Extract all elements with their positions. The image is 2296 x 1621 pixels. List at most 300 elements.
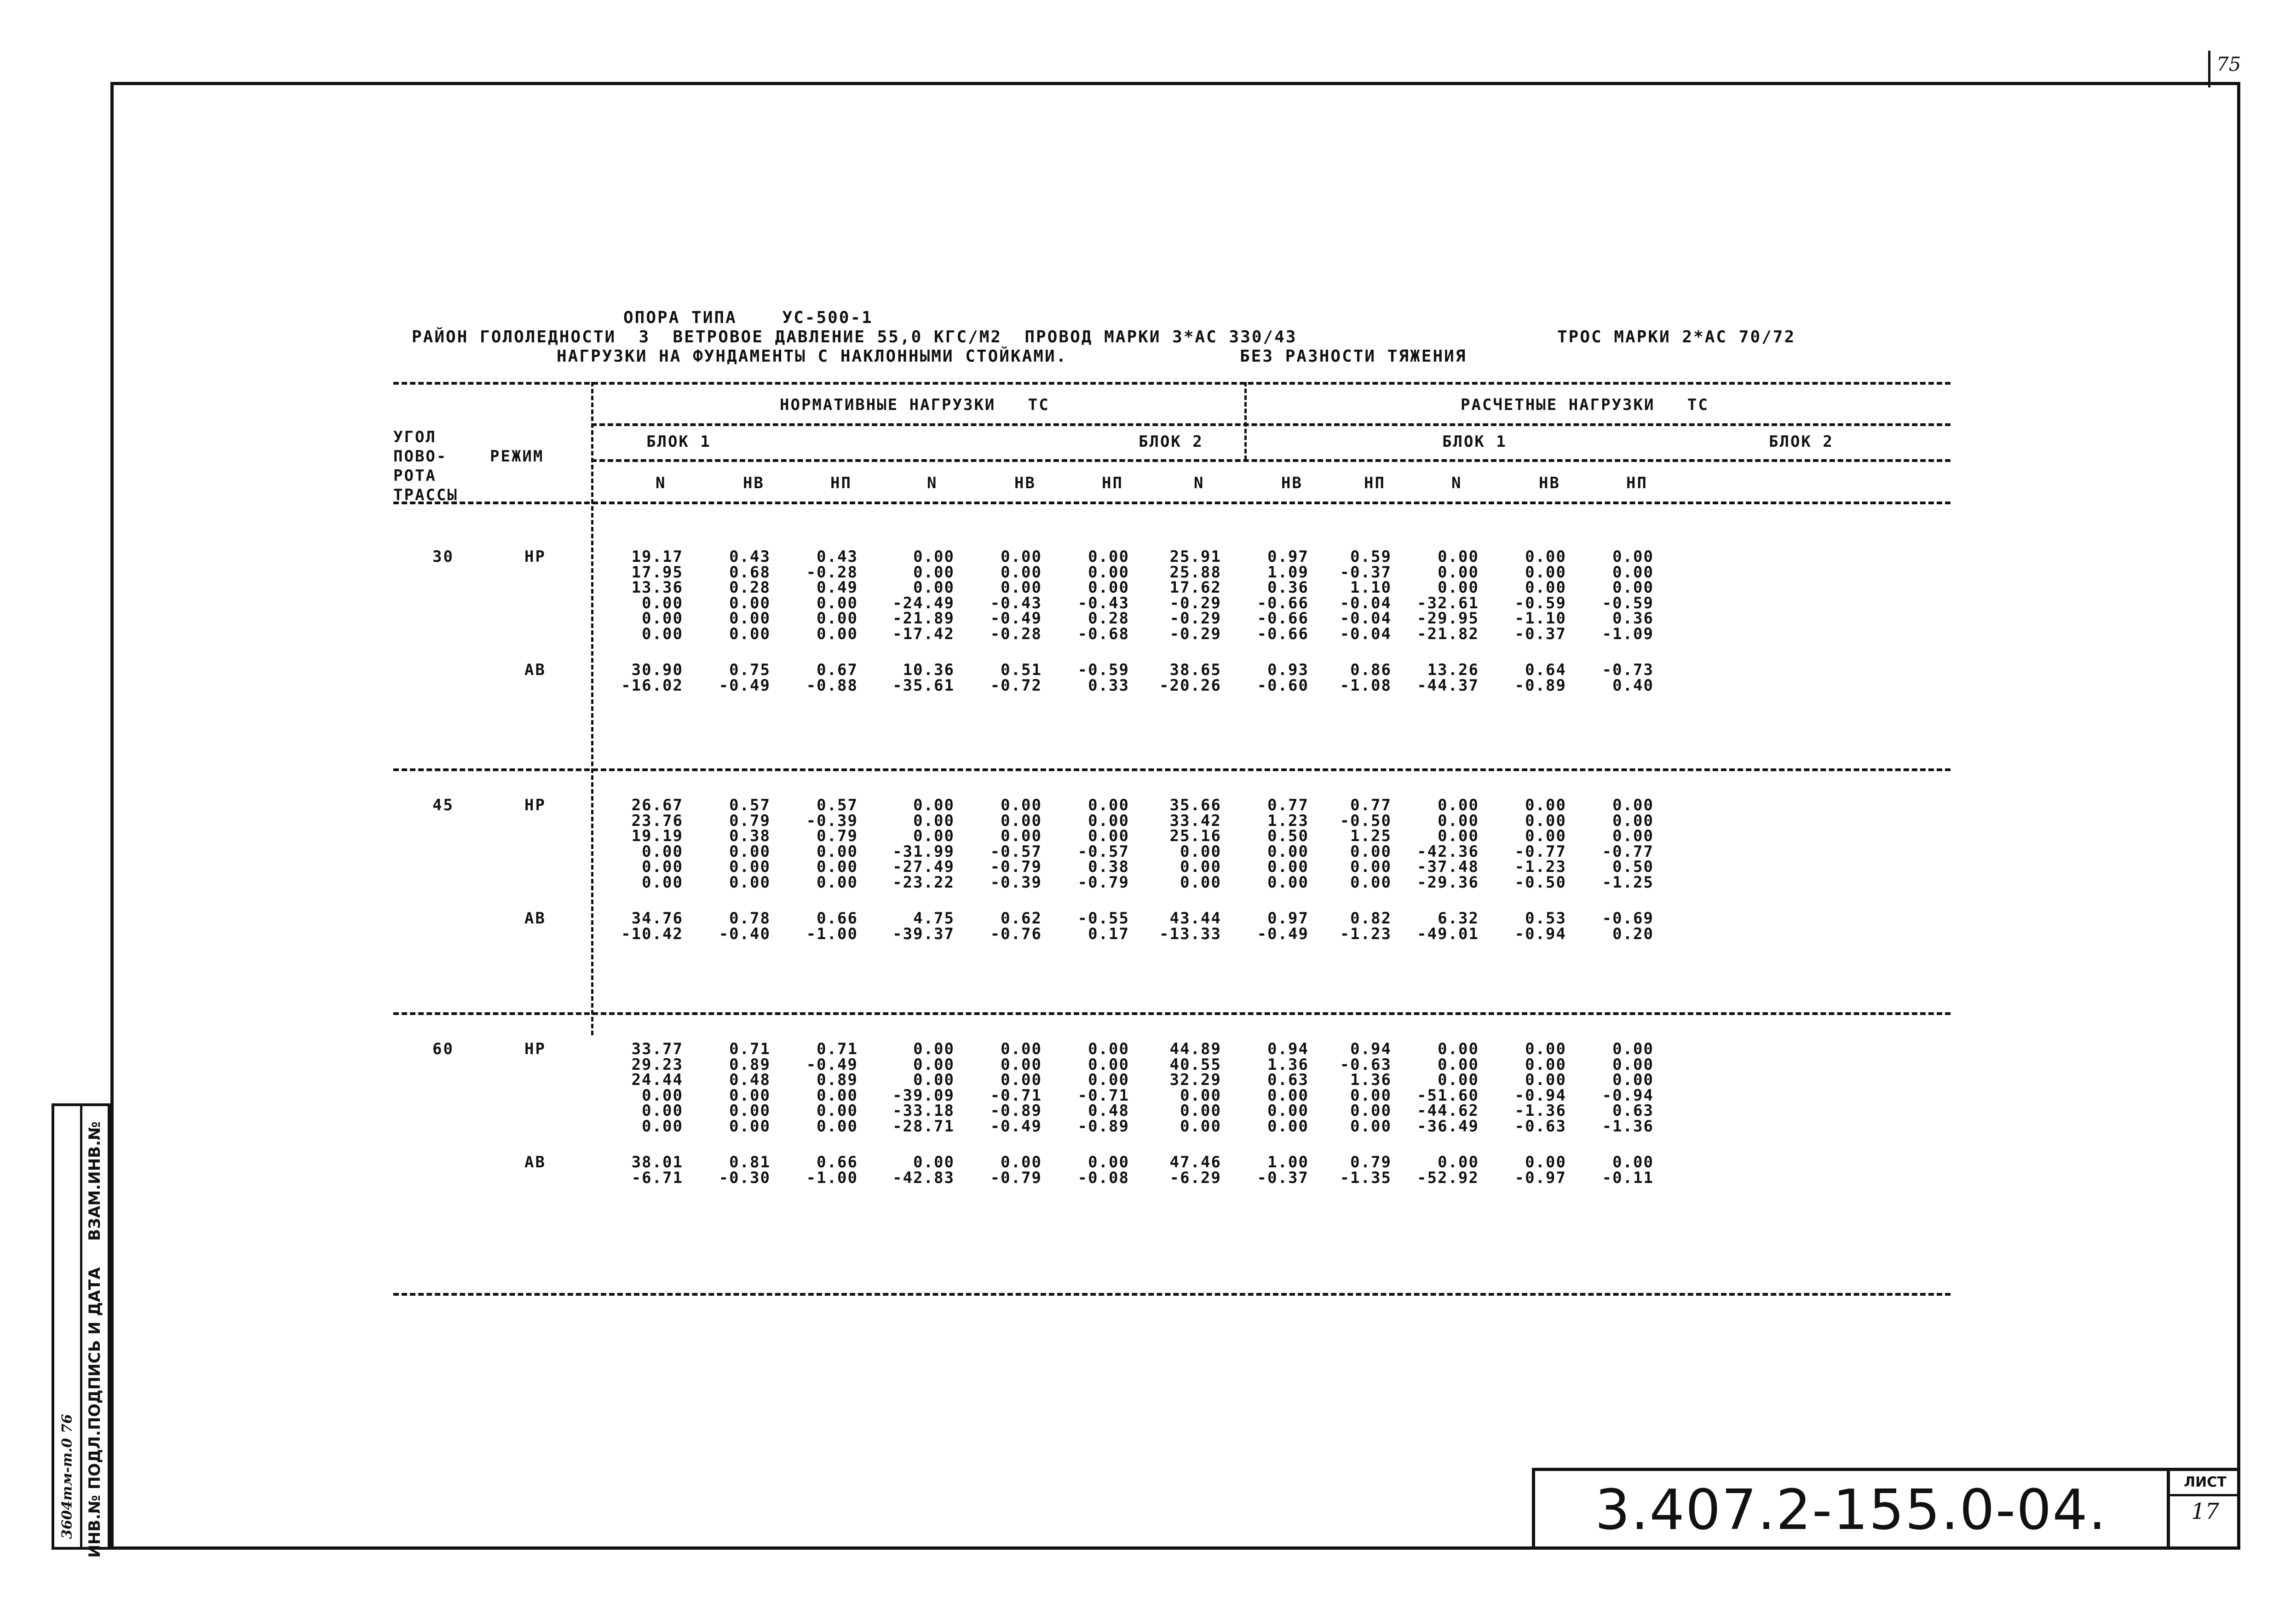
table-cell: -23.22 — [892, 873, 955, 892]
table-cell: -0.89 — [1514, 676, 1566, 695]
table-cell: 30.90 — [631, 661, 683, 679]
table-cell: 0.00 — [642, 1102, 683, 1120]
table-cell: 0.00 — [1525, 1071, 1566, 1089]
header-line-2a: РАЙОН ГОЛОЛЕДНОСТИ 3 ВЕТРОВОЕ ДАВЛЕНИЕ 55,0 КГС/М2 ПРОВОД МАРКИ 3*АС 330/43 — [412, 328, 1297, 346]
table-cell: 0.00 — [642, 609, 683, 628]
table-cell: 0.00 — [913, 1040, 955, 1058]
side-stamp-vzam-inv: ВЗАМ.ИНВ.№ — [86, 1121, 104, 1241]
table-cell: 1.00 — [1267, 1153, 1309, 1171]
table-cell: 0.79 — [729, 811, 771, 830]
table-cell: -1.08 — [1340, 676, 1392, 695]
table-cell: -10.42 — [621, 924, 683, 943]
table-cell: 0.00 — [913, 1055, 955, 1074]
table-cell: 0.78 — [729, 909, 771, 928]
table-cell: 0.00 — [817, 858, 858, 876]
sheet-number: 17 — [2191, 1499, 2220, 1524]
table-cell: 0.00 — [729, 873, 771, 892]
table-cell: -0.30 — [719, 1168, 771, 1187]
table-cell: 0.00 — [1438, 1040, 1479, 1058]
table-cell: -0.79 — [990, 1168, 1042, 1187]
table-cell: -6.29 — [1169, 1168, 1221, 1187]
table-cell: 0.00 — [1350, 1117, 1392, 1136]
table-cell: 0.00 — [1001, 578, 1042, 597]
table-cell: 0.00 — [1438, 548, 1479, 566]
table-cell: 0.00 — [642, 842, 683, 861]
table-cell: -0.77 — [1514, 842, 1566, 861]
table-cell: -35.61 — [892, 676, 955, 695]
page-number-divider — [2208, 51, 2210, 87]
table-cell: 0.66 — [817, 1153, 858, 1171]
table-cell: 13.36 — [631, 578, 683, 597]
table-cell: -0.59 — [1602, 594, 1654, 612]
design-header: РАСЧЕТНЫЕ НАГРУЗКИ ТС — [1461, 396, 1709, 414]
angle-label-4: ТРАССЫ — [393, 486, 458, 504]
table-cell: 35.66 — [1169, 796, 1221, 814]
table-cell: 0.00 — [1180, 1086, 1221, 1105]
rule-group-header — [591, 423, 1951, 426]
group-separator — [393, 1012, 1951, 1015]
sheet-label: ЛИСТ — [2170, 1471, 2240, 1496]
table-cell: 0.49 — [817, 578, 858, 597]
table-cell: 0.00 — [729, 1102, 771, 1120]
table-cell: -0.88 — [806, 676, 858, 695]
table-cell: 24.44 — [631, 1071, 683, 1089]
table-cell: 0.00 — [642, 1086, 683, 1105]
header-line-1: ОПОРА ТИПА УС-500-1 — [623, 308, 873, 327]
table-cell: 0.63 — [1267, 1071, 1309, 1089]
table-cell: -52.92 — [1417, 1168, 1479, 1187]
table-cell: 0.66 — [817, 909, 858, 928]
table-cell: 33.77 — [631, 1040, 683, 1058]
table-cell: -0.49 — [1257, 924, 1309, 943]
table-cell: -0.97 — [1514, 1168, 1566, 1187]
table-cell: -0.79 — [990, 858, 1042, 876]
table-cell: -0.49 — [719, 676, 771, 695]
table-cell: 0.00 — [1438, 1071, 1479, 1089]
table-cell: -21.89 — [892, 609, 955, 628]
mode-value: НР — [524, 1040, 546, 1058]
table-cell: 0.00 — [729, 609, 771, 628]
table-cell: 0.75 — [729, 661, 771, 679]
sub-column-header: НВ — [1539, 474, 1560, 492]
table-cell: -1.25 — [1602, 873, 1654, 892]
table-cell: -1.00 — [806, 1168, 858, 1187]
table-cell: 13.26 — [1427, 661, 1479, 679]
table-cell: 0.00 — [1525, 1055, 1566, 1074]
table-cell: 0.00 — [1350, 873, 1392, 892]
table-cell: -0.71 — [990, 1086, 1042, 1105]
side-stamp-col-labels — [82, 1106, 108, 1558]
table-cell: 0.00 — [913, 796, 955, 814]
table-cell: 0.00 — [817, 1117, 858, 1136]
table-cell: 0.00 — [1612, 1055, 1654, 1074]
table-cell: -0.28 — [990, 624, 1042, 643]
table-cell: 0.00 — [1001, 1153, 1042, 1171]
sub-column-header: НП — [830, 474, 852, 492]
table-cell: -0.04 — [1340, 594, 1392, 612]
header-line-3a: НАГРУЗКИ НА ФУНДАМЕНТЫ С НАКЛОННЫМИ СТОЙКАМИ. — [557, 347, 1068, 366]
table-cell: 0.00 — [817, 624, 858, 643]
mode-value: АВ — [524, 909, 546, 928]
table-cell: 0.00 — [1180, 1102, 1221, 1120]
table-cell: 0.00 — [1612, 578, 1654, 597]
table-cell: 0.00 — [1088, 1040, 1129, 1058]
table-cell: 0.36 — [1267, 578, 1309, 597]
table-cell: 0.00 — [913, 811, 955, 830]
table-cell: -29.95 — [1417, 609, 1479, 628]
table-cell: 0.00 — [1525, 548, 1566, 566]
table-cell: -33.18 — [892, 1102, 955, 1120]
table-cell: -0.94 — [1514, 924, 1566, 943]
vrule-mid — [1244, 382, 1247, 460]
table-cell: 0.97 — [1267, 909, 1309, 928]
table-cell: 0.94 — [1267, 1040, 1309, 1058]
table-cell: 0.00 — [1001, 1040, 1042, 1058]
header-line-3b: БЕЗ РАЗНОСТИ ТЯЖЕНИЯ — [1240, 347, 1467, 366]
sub-column-header: НВ — [743, 474, 765, 492]
table-cell: 0.00 — [1438, 563, 1479, 582]
block1-design: БЛОК 1 — [1442, 433, 1507, 451]
table-cell: 0.00 — [1438, 1055, 1479, 1074]
table-cell: 0.00 — [1612, 563, 1654, 582]
table-cell: 0.00 — [642, 858, 683, 876]
table-cell: 0.00 — [913, 1153, 955, 1171]
table-cell: 0.38 — [729, 827, 771, 845]
table-cell: 0.36 — [1612, 609, 1654, 628]
table-cell: 0.00 — [729, 1117, 771, 1136]
table-cell: -17.42 — [892, 624, 955, 643]
table-cell: -13.33 — [1159, 924, 1221, 943]
table-cell: 1.09 — [1267, 563, 1309, 582]
document-code-box — [1532, 1468, 2167, 1550]
group-separator — [393, 768, 1951, 771]
side-stamp-inv-podl: ИНВ.№ ПОДЛ. — [86, 1430, 104, 1558]
table-cell: 0.00 — [1267, 858, 1309, 876]
table-cell: 29.23 — [631, 1055, 683, 1074]
table-cell: 0.79 — [1350, 1153, 1392, 1171]
table-cell: 0.00 — [729, 594, 771, 612]
table-cell: -0.73 — [1602, 661, 1654, 679]
table-cell: 0.77 — [1350, 796, 1392, 814]
table-cell: -36.49 — [1417, 1117, 1479, 1136]
table-cell: 25.91 — [1169, 548, 1221, 566]
document-code: 3.407.2-155.0-04. — [1594, 1478, 2107, 1542]
table-cell: -16.02 — [621, 676, 683, 695]
table-cell: 0.94 — [1350, 1040, 1392, 1058]
table-cell: -1.36 — [1514, 1102, 1566, 1120]
mode-label: РЕЖИМ — [490, 447, 544, 466]
table-cell: 0.28 — [729, 578, 771, 597]
table-cell: 0.00 — [1350, 858, 1392, 876]
table-cell: -1.09 — [1602, 624, 1654, 643]
table-cell: -0.79 — [1077, 873, 1129, 892]
table-cell: 0.00 — [642, 1117, 683, 1136]
table-cell: 0.00 — [1438, 827, 1479, 845]
table-cell: 0.79 — [817, 827, 858, 845]
table-cell: 0.71 — [817, 1040, 858, 1058]
table-cell: -39.09 — [892, 1086, 955, 1105]
table-cell: 0.00 — [1350, 1102, 1392, 1120]
table-cell: 0.51 — [1001, 661, 1042, 679]
table-cell: 0.00 — [1088, 1153, 1129, 1171]
table-cell: -0.69 — [1602, 909, 1654, 928]
header-line-2b: ТРОС МАРКИ 2*АС 70/72 — [1557, 328, 1796, 346]
table-cell: -1.23 — [1514, 858, 1566, 876]
table-cell: 0.00 — [729, 1086, 771, 1105]
angle-value: 30 — [432, 548, 454, 566]
table-cell: 10.36 — [903, 661, 955, 679]
table-cell: 0.00 — [642, 873, 683, 892]
table-cell: 0.00 — [1525, 796, 1566, 814]
sheet-box — [2167, 1468, 2240, 1550]
table-cell: 0.00 — [1438, 578, 1479, 597]
table-cell: -0.60 — [1257, 676, 1309, 695]
table-cell: 0.89 — [729, 1055, 771, 1074]
table-cell: 0.00 — [1088, 827, 1129, 845]
table-cell: 43.44 — [1169, 909, 1221, 928]
table-cell: -0.94 — [1514, 1086, 1566, 1105]
block2-normative: БЛОК 2 — [1139, 433, 1203, 451]
table-cell: 23.76 — [631, 811, 683, 830]
table-cell: -0.68 — [1077, 624, 1129, 643]
table-cell: -0.63 — [1340, 1055, 1392, 1074]
table-cell: -39.37 — [892, 924, 955, 943]
sub-column-header: НВ — [1014, 474, 1036, 492]
table-cell: 0.00 — [817, 842, 858, 861]
table-cell: 1.36 — [1350, 1071, 1392, 1089]
table-cell: 0.00 — [913, 1071, 955, 1089]
table-cell: 0.00 — [1350, 842, 1392, 861]
table-cell: 0.00 — [1612, 548, 1654, 566]
table-cell: 0.59 — [1350, 548, 1392, 566]
angle-label-2: ПОВО- — [393, 447, 448, 466]
table-cell: 0.00 — [1088, 811, 1129, 830]
table-cell: 0.00 — [1088, 563, 1129, 582]
mode-value: НР — [524, 796, 546, 814]
table-cell: -32.61 — [1417, 594, 1479, 612]
table-cell: 0.43 — [817, 548, 858, 566]
side-stamp — [52, 1103, 110, 1558]
table-cell: 0.00 — [1612, 796, 1654, 814]
table-cell: 0.00 — [1180, 858, 1221, 876]
table-cell: 0.00 — [913, 548, 955, 566]
table-cell: 0.00 — [1350, 1086, 1392, 1105]
table-cell: 25.16 — [1169, 827, 1221, 845]
table-cell: 0.68 — [729, 563, 771, 582]
table-cell: 0.00 — [1612, 1153, 1654, 1171]
table-cell: -0.39 — [806, 811, 858, 830]
table-cell: 0.00 — [1088, 578, 1129, 597]
table-cell: -0.49 — [990, 1117, 1042, 1136]
table-cell: 0.33 — [1088, 676, 1129, 695]
table-cell: 0.00 — [817, 594, 858, 612]
table-cell: 0.63 — [1612, 1102, 1654, 1120]
table-cell: 0.00 — [1001, 563, 1042, 582]
mode-value: НР — [524, 548, 546, 566]
table-cell: 0.00 — [1088, 548, 1129, 566]
vrule-left — [591, 382, 593, 1035]
rule-block-header — [591, 459, 1951, 462]
group-separator — [393, 1293, 1951, 1296]
load-table-printout — [393, 285, 1951, 1302]
table-cell: -0.63 — [1514, 1117, 1566, 1136]
table-cell: 0.00 — [729, 624, 771, 643]
sub-column-header: НП — [1364, 474, 1386, 492]
table-cell: -0.94 — [1602, 1086, 1654, 1105]
table-cell: 0.00 — [1267, 1102, 1309, 1120]
table-cell: -6.71 — [631, 1168, 683, 1187]
table-cell: 0.38 — [1088, 858, 1129, 876]
table-cell: -27.49 — [892, 858, 955, 876]
table-cell: -0.29 — [1169, 624, 1221, 643]
table-cell: -44.37 — [1417, 676, 1479, 695]
table-cell: -1.35 — [1340, 1168, 1392, 1187]
angle-label-3: РОТА — [393, 467, 437, 485]
table-cell: 0.00 — [1525, 827, 1566, 845]
table-cell: -0.37 — [1514, 624, 1566, 643]
table-cell: 0.00 — [817, 1086, 858, 1105]
table-cell: -29.36 — [1417, 873, 1479, 892]
table-cell: 0.00 — [1180, 1117, 1221, 1136]
table-cell: 0.00 — [1525, 811, 1566, 830]
table-cell: 33.42 — [1169, 811, 1221, 830]
sub-column-header: НП — [1102, 474, 1123, 492]
table-cell: -49.01 — [1417, 924, 1479, 943]
table-cell: 0.00 — [1267, 1117, 1309, 1136]
table-cell: -42.36 — [1417, 842, 1479, 861]
sub-column-header: N — [927, 474, 938, 492]
table-cell: 0.00 — [1525, 563, 1566, 582]
angle-value: 45 — [432, 796, 454, 814]
table-cell: 0.00 — [1267, 1086, 1309, 1105]
table-cell: -20.26 — [1159, 676, 1221, 695]
sub-column-header: N — [1194, 474, 1205, 492]
table-cell: 0.57 — [817, 796, 858, 814]
table-cell: -1.10 — [1514, 609, 1566, 628]
table-cell: -0.04 — [1340, 624, 1392, 643]
table-cell: 0.00 — [913, 827, 955, 845]
mode-value: АВ — [524, 661, 546, 679]
table-cell: 0.50 — [1267, 827, 1309, 845]
table-cell: 32.29 — [1169, 1071, 1221, 1089]
table-cell: -21.82 — [1417, 624, 1479, 643]
table-cell: 19.17 — [631, 548, 683, 566]
table-cell: 0.00 — [1267, 842, 1309, 861]
table-cell: 38.01 — [631, 1153, 683, 1171]
table-cell: 0.00 — [1001, 1055, 1042, 1074]
normative-header: НОРМАТИВНЫЕ НАГРУЗКИ ТС — [780, 396, 1050, 414]
table-cell: 0.00 — [729, 842, 771, 861]
sub-column-header: N — [656, 474, 667, 492]
block2-design: БЛОК 2 — [1769, 433, 1834, 451]
table-cell: 0.00 — [1180, 842, 1221, 861]
rule-subheader — [393, 502, 1951, 504]
table-cell: -0.50 — [1514, 873, 1566, 892]
table-cell: 19.19 — [631, 827, 683, 845]
table-cell: -0.59 — [1514, 594, 1566, 612]
table-cell: 0.00 — [642, 624, 683, 643]
table-cell: 0.43 — [729, 548, 771, 566]
table-cell: -0.37 — [1340, 563, 1392, 582]
side-stamp-handwritten: 3604тм-т.0 76 — [59, 1413, 75, 1539]
table-cell: -1.00 — [806, 924, 858, 943]
table-cell: 0.57 — [729, 796, 771, 814]
table-cell: -0.77 — [1602, 842, 1654, 861]
table-cell: 0.40 — [1612, 676, 1654, 695]
table-cell: -0.39 — [990, 873, 1042, 892]
table-cell: 34.76 — [631, 909, 683, 928]
table-cell: 0.97 — [1267, 548, 1309, 566]
table-cell: 0.53 — [1525, 909, 1566, 928]
table-cell: 0.00 — [1438, 796, 1479, 814]
table-cell: 0.89 — [817, 1071, 858, 1089]
table-cell: -0.71 — [1077, 1086, 1129, 1105]
table-cell: -0.08 — [1077, 1168, 1129, 1187]
table-cell: 0.00 — [1001, 1071, 1042, 1089]
table-cell: -0.59 — [1077, 661, 1129, 679]
table-cell: 0.00 — [1438, 1153, 1479, 1171]
table-cell: 17.95 — [631, 563, 683, 582]
table-cell: 44.89 — [1169, 1040, 1221, 1058]
table-cell: 47.46 — [1169, 1153, 1221, 1171]
sub-column-header: НВ — [1281, 474, 1303, 492]
table-cell: 1.10 — [1350, 578, 1392, 597]
table-cell: 1.25 — [1350, 827, 1392, 845]
table-cell: -0.04 — [1340, 609, 1392, 628]
table-cell: -0.76 — [990, 924, 1042, 943]
table-cell: -42.83 — [892, 1168, 955, 1187]
angle-label-1: УГОЛ — [393, 428, 437, 446]
table-cell: 0.71 — [729, 1040, 771, 1058]
table-cell: 0.00 — [817, 609, 858, 628]
table-cell: -0.11 — [1602, 1168, 1654, 1187]
table-cell: 1.23 — [1267, 811, 1309, 830]
table-cell: -0.49 — [990, 609, 1042, 628]
angle-value: 60 — [432, 1040, 454, 1058]
table-cell: -0.29 — [1169, 594, 1221, 612]
table-cell: -1.36 — [1602, 1117, 1654, 1136]
table-cell: 0.86 — [1350, 661, 1392, 679]
table-cell: 0.67 — [817, 661, 858, 679]
table-cell: 0.00 — [1180, 873, 1221, 892]
table-cell: 0.00 — [1438, 811, 1479, 830]
table-cell: -51.60 — [1417, 1086, 1479, 1105]
table-cell: 0.48 — [729, 1071, 771, 1089]
table-cell: -1.23 — [1340, 924, 1392, 943]
table-cell: 40.55 — [1169, 1055, 1221, 1074]
table-cell: -0.72 — [990, 676, 1042, 695]
table-cell: -0.43 — [990, 594, 1042, 612]
table-cell: 0.00 — [1088, 1055, 1129, 1074]
table-cell: -0.89 — [1077, 1117, 1129, 1136]
table-cell: -24.49 — [892, 594, 955, 612]
table-cell: -44.62 — [1417, 1102, 1479, 1120]
block1-normative: БЛОК 1 — [646, 433, 711, 451]
table-cell: 0.00 — [1525, 1153, 1566, 1171]
table-cell: 0.00 — [1612, 811, 1654, 830]
table-cell: 17.62 — [1169, 578, 1221, 597]
table-cell: 0.00 — [1001, 796, 1042, 814]
rule-top — [393, 382, 1951, 385]
table-cell: -0.66 — [1257, 609, 1309, 628]
table-cell: -0.66 — [1257, 594, 1309, 612]
table-cell: 0.00 — [1525, 578, 1566, 597]
table-cell: 0.00 — [817, 873, 858, 892]
table-cell: 0.00 — [1525, 1040, 1566, 1058]
page-number: 75 — [2216, 53, 2241, 75]
table-cell: -0.37 — [1257, 1168, 1309, 1187]
table-cell: -0.43 — [1077, 594, 1129, 612]
